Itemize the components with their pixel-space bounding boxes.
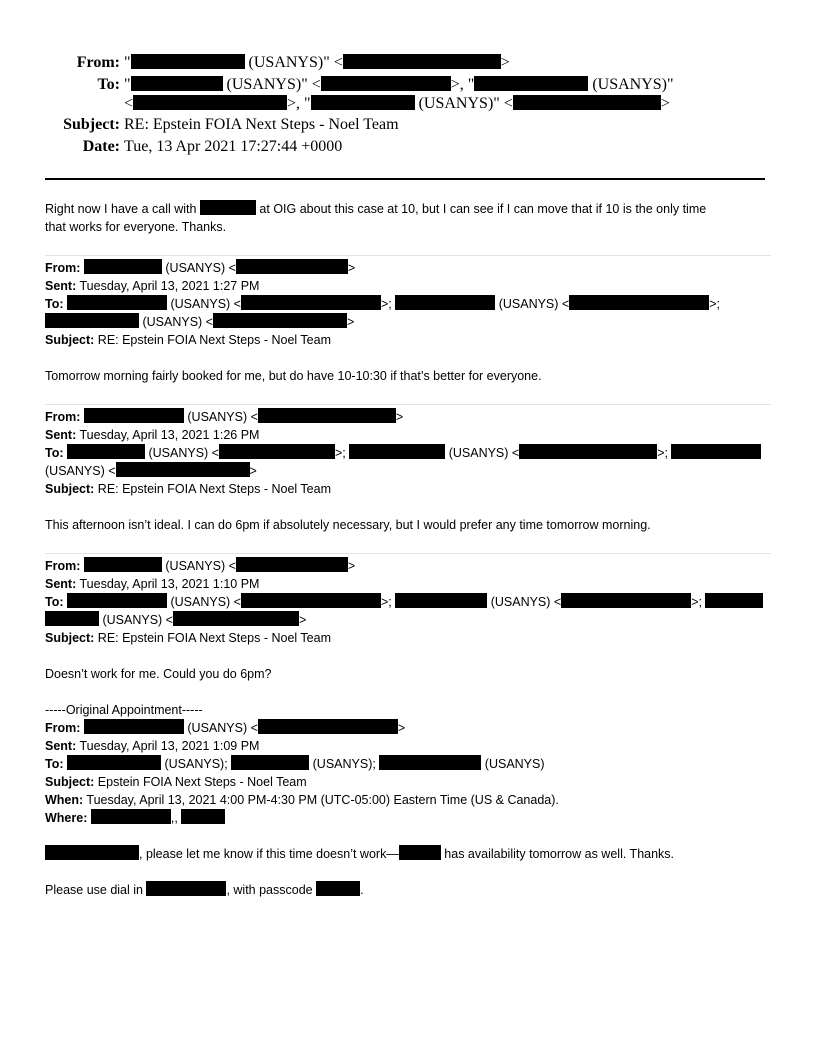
redaction (67, 444, 145, 459)
redaction (343, 54, 501, 69)
msg2-to-2 (45, 462, 257, 480)
redaction (399, 845, 441, 860)
redaction (45, 611, 99, 626)
text: Tuesday, April 13, 2021 1:10 PM (76, 577, 260, 591)
header-from-label: From: (76, 54, 120, 71)
text: (USANYS)" < (222, 76, 321, 93)
redaction (349, 444, 445, 459)
msg2-sent (45, 426, 259, 444)
text: " (124, 54, 131, 71)
redaction (116, 462, 250, 477)
appointment-subject (45, 773, 307, 791)
label: From: (45, 559, 81, 573)
text: (USANYS) < (45, 464, 116, 478)
label: Sent: (45, 577, 77, 591)
redaction (561, 593, 691, 608)
text: > (298, 613, 307, 627)
redaction (67, 593, 167, 608)
text: Right now I have a call with (45, 202, 200, 216)
text: ,, (170, 811, 182, 825)
label: Where: (45, 811, 88, 825)
text: (USANYS) < (445, 446, 520, 460)
text: (USANYS) (481, 757, 545, 771)
text: RE: Epstein FOIA Next Steps - Noel Team (94, 333, 331, 347)
label: Subject: (45, 631, 95, 645)
text: RE: Epstein FOIA Next Steps - Noel Team (94, 482, 331, 496)
text: (USANYS); (309, 757, 380, 771)
text: (USANYS) < (167, 595, 241, 609)
msg1-sent (45, 277, 259, 295)
text: (USANYS) < (161, 261, 236, 275)
text: (USANYS)" (588, 76, 674, 93)
text: >; (334, 446, 350, 460)
appointment-to (45, 755, 545, 773)
text: (USANYS)" < (244, 54, 343, 71)
text: (USANYS) < (99, 613, 173, 627)
text: , with passcode (226, 883, 317, 897)
msg2-to (45, 444, 761, 462)
label: To: (45, 595, 64, 609)
label: Subject: (45, 333, 95, 347)
appointment-heading: -----Original Appointment----- (45, 703, 203, 717)
text: < (124, 95, 134, 112)
text: Tuesday, April 13, 2021 1:09 PM (76, 739, 260, 753)
label: From: (45, 410, 81, 424)
msg3-to-2 (45, 611, 306, 629)
redaction (91, 809, 171, 824)
text: Tuesday, April 13, 2021 1:27 PM (76, 279, 260, 293)
redaction (379, 755, 481, 770)
text: >; (709, 297, 720, 311)
label: Sent: (45, 279, 77, 293)
text: >; (691, 595, 706, 609)
header-date-value: Tue, 13 Apr 2021 17:27:44 +0000 (124, 138, 343, 155)
redaction (84, 719, 184, 734)
header-subject-label: Subject: (63, 116, 120, 133)
redaction (219, 444, 335, 459)
header-to-label: To: (97, 76, 120, 93)
msg3-from (45, 557, 355, 575)
message-separator (45, 255, 771, 256)
text: > (500, 54, 510, 71)
redaction (67, 295, 167, 310)
redaction (241, 593, 381, 608)
msg2-subject (45, 480, 331, 498)
redaction (84, 557, 162, 572)
text: >, " (287, 95, 311, 112)
redaction (45, 313, 139, 328)
text: > (397, 721, 406, 735)
text: (USANYS) < (183, 721, 258, 735)
redaction (671, 444, 761, 459)
redaction (45, 845, 139, 860)
label: Subject: (45, 482, 95, 496)
text: (USANYS) < (139, 315, 213, 329)
redaction (569, 295, 709, 310)
redaction (395, 593, 487, 608)
msg3-body: Doesn’t work for me. Could you do 6pm? (45, 667, 272, 681)
text: has availability tomorrow as well. Thanks. (440, 847, 675, 861)
redaction (513, 95, 661, 110)
redaction (705, 593, 763, 608)
text: Tuesday, April 13, 2021 4:00 PM-4:30 PM (UTC-05:00) Eastern Time (US & Canada). (83, 793, 559, 807)
text: Tuesday, April 13, 2021 1:26 PM (76, 428, 260, 442)
redaction (200, 200, 256, 215)
msg1-to (45, 295, 720, 313)
redaction (258, 408, 396, 423)
text: RE: Epstein FOIA Next Steps - Noel Team (94, 631, 331, 645)
appointment-body-2 (45, 881, 364, 899)
redaction (236, 557, 348, 572)
redaction (311, 95, 415, 110)
redaction (321, 76, 451, 91)
msg2-body: This afternoon isn’t ideal. I can do 6pm if absolutely necessary, but I would prefer any time tomorrow morning. (45, 518, 651, 532)
label: From: (45, 721, 81, 735)
text: at OIG about this case at 10, but I can see if I can move that if 10 is the only time (255, 202, 707, 216)
text: > (347, 261, 356, 275)
msg1-from (45, 259, 355, 277)
label: From: (45, 261, 81, 275)
redaction (133, 95, 287, 110)
text: , please let me know if this time doesn’t work— (139, 847, 399, 861)
redaction (146, 881, 226, 896)
text: >; (380, 297, 396, 311)
redaction (519, 444, 657, 459)
message-separator (45, 404, 771, 405)
text: > (249, 464, 257, 478)
redaction (173, 611, 299, 626)
msg1-to-2 (45, 313, 354, 331)
text: >, " (450, 76, 475, 93)
redaction (131, 54, 245, 69)
header-subject-value: RE: Epstein FOIA Next Steps - Noel Team (124, 116, 399, 133)
text: (USANYS) < (495, 297, 570, 311)
label: When: (45, 793, 84, 807)
msg2-from (45, 408, 403, 426)
text: > (660, 95, 670, 112)
text: " (124, 76, 131, 93)
label: To: (45, 297, 64, 311)
label: To: (45, 757, 64, 771)
redaction (258, 719, 398, 734)
text: > (395, 410, 404, 424)
text: (USANYS)" < (414, 95, 513, 112)
text: (USANYS) < (183, 410, 258, 424)
appointment-from (45, 719, 405, 737)
text: (USANYS) < (167, 297, 241, 311)
header-divider (45, 178, 765, 180)
redaction (84, 408, 184, 423)
redaction (131, 76, 223, 91)
msg3-to (45, 593, 763, 611)
msg1-body: Tomorrow morning fairly booked for me, but do have 10-10:30 if that’s better for everyone. (45, 369, 542, 383)
intro-line-1 (45, 200, 706, 218)
text: >; (657, 446, 672, 460)
label: Sent: (45, 428, 77, 442)
text: > (346, 315, 355, 329)
text: > (347, 559, 356, 573)
label: Sent: (45, 739, 77, 753)
redaction (241, 295, 381, 310)
redaction (236, 259, 348, 274)
intro-line-2: that works for everyone. Thanks. (45, 220, 227, 234)
redaction (213, 313, 347, 328)
text: (USANYS); (161, 757, 232, 771)
redaction (67, 755, 161, 770)
text: . (360, 883, 364, 897)
text: (USANYS) < (487, 595, 562, 609)
appointment-body-1 (45, 845, 674, 863)
label: Subject: (45, 775, 95, 789)
redaction (231, 755, 309, 770)
redaction (316, 881, 360, 896)
appointment-where (45, 809, 225, 827)
msg1-subject (45, 331, 331, 349)
appointment-sent (45, 737, 259, 755)
message-separator (45, 553, 771, 554)
text: Epstein FOIA Next Steps - Noel Team (94, 775, 307, 789)
text: Please use dial in (45, 883, 147, 897)
label: To: (45, 446, 64, 460)
text: (USANYS) < (145, 446, 219, 460)
header-date-label: Date: (82, 138, 120, 155)
text: >; (380, 595, 396, 609)
text: (USANYS) < (161, 559, 236, 573)
msg3-subject (45, 629, 331, 647)
msg3-sent (45, 575, 259, 593)
redaction (84, 259, 162, 274)
appointment-when (45, 791, 559, 809)
redaction (395, 295, 495, 310)
redaction (181, 809, 225, 824)
redaction (474, 76, 588, 91)
